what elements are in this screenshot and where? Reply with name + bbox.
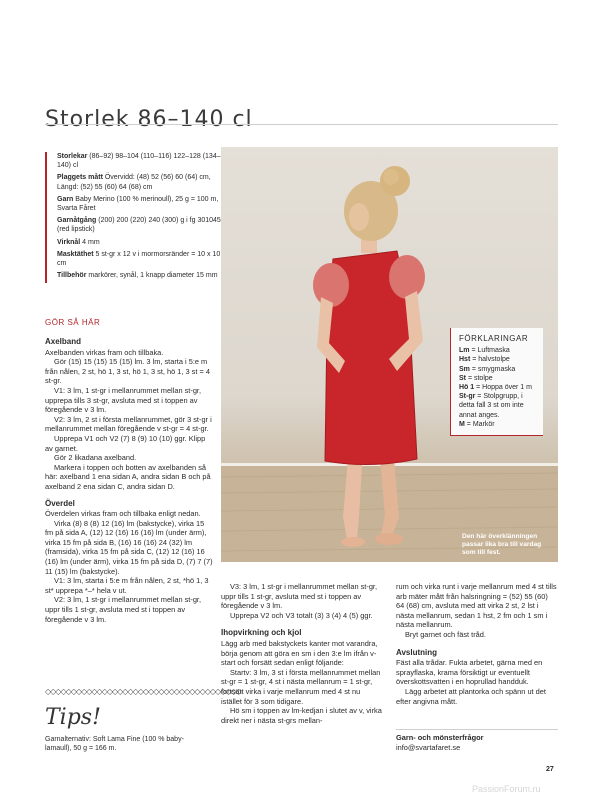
legend-item: Lm = Luftmaska bbox=[459, 347, 510, 355]
tips-title: Tips! bbox=[45, 705, 101, 730]
title-divider bbox=[45, 124, 558, 125]
heading-avslutning: Avslutning bbox=[396, 647, 438, 657]
wave-divider: ◇◇◇◇◇◇◇◇◇◇◇◇◇◇◇◇◇◇◇◇◇◇◇◇◇◇◇◇◇◇◇◇◇◇◇◇◇◇ bbox=[45, 687, 241, 696]
legend-item: M = Markör bbox=[459, 420, 495, 428]
overdel-p4: V2: 3 lm, 1 st-gr i mellanrummet mellan st-gr, uppr tills 1 st-gr, avsluta med st i toppen av föregående v 3 lm. bbox=[45, 595, 202, 624]
spec-yarn: Garn Baby Merino (100 % merinoull), 25 g = 100 m, Svarta Fåret bbox=[57, 195, 219, 213]
photo-caption: Den här överklänningen passar lika bra till vardag som till fest. bbox=[462, 533, 542, 557]
mid-p5: Hö sm i toppen av lm-kedjan i slutet av v, virka direkt ner i nästa st-grs mellan- bbox=[221, 706, 382, 725]
right-p2: Bryt garnet och fäst tråd. bbox=[405, 629, 486, 639]
legend-title: FÖRKLARINGAR bbox=[459, 334, 529, 343]
right-column bbox=[396, 582, 558, 706]
abbreviation-legend bbox=[450, 328, 543, 436]
spec-notions: Tillbehör markörer, synål, 1 knapp diameter 15 mm bbox=[57, 272, 218, 280]
left-column bbox=[45, 331, 213, 624]
axelband-p1: Axelbanden virkas fram och tillbaka. bbox=[45, 347, 164, 357]
legend-item: St = stolpe bbox=[459, 374, 493, 382]
axelband-p2: Gör (15) 15 (15) 15 (15) lm. 3 lm, starta i 5:e m från nålen, 2 st, hö 1, 3 st, hö 1, 3 st, hö 1, 3 st = 4 st-gr. bbox=[45, 357, 210, 386]
spec-hook: Virknål 4 mm bbox=[57, 238, 100, 246]
legend-item: Sm = smygmaska bbox=[459, 365, 516, 373]
page-title: Storlek 86–140 cl bbox=[45, 106, 253, 132]
watermark: PassionForum.ru bbox=[472, 784, 541, 794]
right-p3: Fäst alla trådar. Fukta arbetet, gärna med en sprayflaska, krama försiktigt ur eventuellt överskottsvatten i en hoprullad handduk. bbox=[396, 658, 543, 687]
mid-p3: Lägg arb med bakstyckets kanter mot varandra, börja genom att göra en sm i den 3:e lm ifrån v-start och forsätt sedan enligt följande: bbox=[221, 638, 378, 668]
mid-p1: V3: 3 lm, 1 st-gr i mellanrummet mellan st-gr, uppr tills 1 st-gr, avsluta med st i toppen av föregående v 3 lm. bbox=[221, 582, 378, 611]
right-p1: rum och virka runt i varje mellanrum med 4 st tills arb mäter mått från halsringning = (52) 55 (60) 64 (68) cm, avsluta med att virka 2 st, 2 lst i nästa mellanrum, sedan 1 hst, 2 fm och 1 sm i nästa mellanrum. bbox=[396, 582, 557, 630]
overdel-p3: V1: 3 lm, starta i 5:e m från nålen, 2 st, *hö 1, 3 st* upprepa *–* hela v ut. bbox=[45, 576, 209, 595]
spec-sizes: Storlekar (86–92) 98–104 (110–116) 122–128 (134–140) cl bbox=[57, 153, 221, 170]
overdel-p1: Överdelen virkas fram och tillbaka enligt nedan. bbox=[45, 509, 201, 519]
heading-ihopvirkning: Ihopvirkning och kjol bbox=[221, 628, 302, 638]
heading-axelband: Axelband bbox=[45, 337, 82, 346]
axelband-p7: Markera i toppen och botten av axelbanden så här: axelband 1 ena sidan A, andra sidan B och på axelband 2 ena sidan C, andra sidan D. bbox=[45, 462, 211, 491]
right-p4: Lägg arbetet att plantorka och spänn ut det efter angivna mått. bbox=[396, 686, 546, 706]
heading-overdel: Överdel bbox=[45, 498, 75, 508]
legend-item: Hst = halvstolpe bbox=[459, 356, 510, 364]
garn-divider bbox=[396, 729, 558, 730]
spec-yarn-amount: Garnåtgång (200) 200 (220) 240 (300) g i fg 301045 (red lipstick) bbox=[57, 217, 221, 234]
contact-email[interactable]: info@svartafaret.se bbox=[396, 742, 461, 752]
page-number: 27 bbox=[546, 766, 554, 773]
mid-p4: Startv: 3 lm, 3 st i första mellanrummet mellan st-gr = 1 st-gr, 4 st i nästa mellanrum = 1 st-gr, fortsätt virka i varje mellanrum med 4 st nu istället för 3 som tidigare. bbox=[221, 667, 381, 706]
spec-measurements: Plaggets mått Övervidd: (48) 52 (56) 60 (64) cm, Längd: (52) 55 (60) 64 (68) cm bbox=[57, 174, 211, 191]
tips-text: Garnalternativ: Soft Lama Fine (100 % baby-lamaull), 50 g = 166 m. bbox=[45, 736, 184, 752]
section-label: GÖR SÅ HÄR bbox=[45, 318, 101, 327]
contact-block bbox=[396, 733, 558, 752]
mid-p2: Upprepa V2 och V3 totalt (3) 3 (4) 4 (5) ggr. bbox=[230, 610, 373, 620]
axelband-p3: V1: 3 lm, 1 st-gr i mellanrummet mellan st-gr, upprepa tills 3 st-gr, avsluta med st i toppen av föregående v 3 lm. bbox=[45, 385, 202, 415]
spec-gauge: Masktäthet 5 st-gr x 12 v i mormorsränder = 10 x 10 cm bbox=[57, 250, 221, 268]
specs-box bbox=[45, 152, 225, 283]
legend-item: Hö 1 = Hoppa över 1 m bbox=[459, 384, 532, 392]
legend-item: St-gr = Stolpgrupp, i detta fall 3 st om inte annat anges. bbox=[459, 393, 524, 419]
axelband-p5: Upprepa V1 och V2 (7) 8 (9) 10 (10) ggr. Klipp av garnet. bbox=[45, 433, 206, 453]
overdel-p2: Virka (8) 8 (8) 12 (16) lm (bakstycke), virka 15 fm på sida A, (12) 12 (16) 16 (16) lm (under ärm), virka 15 fm på sida B, (16) 16 (16) 24 (32) lm (framsida), virka 15 fm på sida C, (12) 12 (16) 16 (16) lm (under ärm), virka 15 fm på sida D, (7) 7 (7) 11 (15) lm (bakstycke). bbox=[45, 518, 213, 576]
axelband-p4: V2: 3 lm, 2 st i första mellanrummet, gör 3 st-gr i mellanrummet mellan föregående v st-gr = 4 st-gr. bbox=[45, 414, 212, 434]
axelband-p6: Gör 2 likadana axelband. bbox=[54, 453, 137, 463]
contact-label: Garn- och mönsterfrågor bbox=[396, 733, 484, 742]
middle-column bbox=[221, 582, 383, 725]
